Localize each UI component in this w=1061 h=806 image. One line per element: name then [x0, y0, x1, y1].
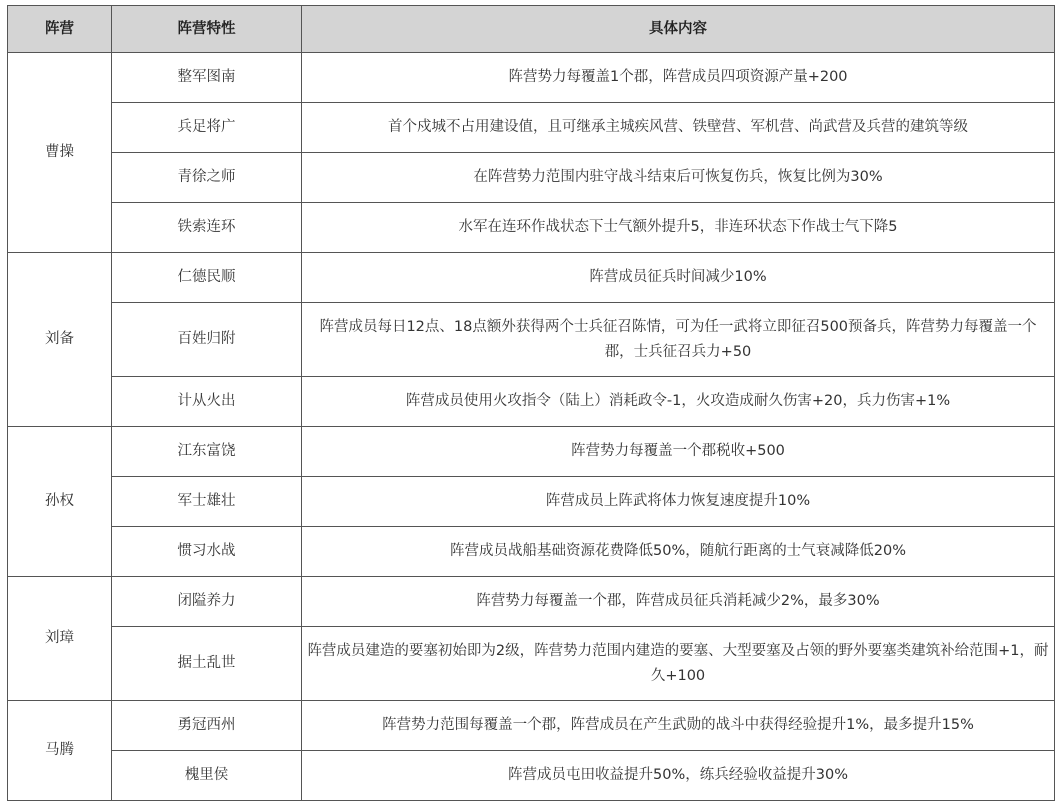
trait-name: 槐里侯: [112, 751, 302, 801]
trait-name: 勇冠西州: [112, 701, 302, 751]
trait-name: 闭隘养力: [112, 577, 302, 627]
faction-name: 曹操: [8, 53, 112, 253]
trait-content: 水军在连环作战状态下士气额外提升5，非连环状态下作战士气下降5: [302, 203, 1055, 253]
faction-name: 刘备: [8, 253, 112, 427]
table-row: [8, 103, 1055, 153]
trait-name: 军士雄壮: [112, 477, 302, 527]
table-row: [8, 477, 1055, 527]
trait-name: 兵足将广: [112, 103, 302, 153]
trait-content: 阵营成员建造的要塞初始即为2级，阵营势力范围内建造的要塞、大型要塞及占领的野外要塞类建筑补给范围+1，耐久+100: [302, 627, 1055, 701]
table-row: [8, 701, 1055, 751]
faction-name: 刘璋: [8, 577, 112, 701]
trait-content: 阵营势力每覆盖一个郡，阵营成员征兵消耗减少2%，最多30%: [302, 577, 1055, 627]
header-trait: 阵营特性: [112, 6, 302, 53]
trait-content: 在阵营势力范围内驻守战斗结束后可恢复伤兵，恢复比例为30%: [302, 153, 1055, 203]
table-header: [8, 6, 1055, 53]
trait-name: 仁德民顺: [112, 253, 302, 303]
trait-content: 阵营成员使用火攻指令（陆上）消耗政令-1，火攻造成耐久伤害+20，兵力伤害+1%: [302, 377, 1055, 427]
faction-name: 孙权: [8, 427, 112, 577]
table-row: [8, 427, 1055, 477]
trait-name: 据土乱世: [112, 627, 302, 701]
trait-name: 整军图南: [112, 53, 302, 103]
header-content: 具体内容: [302, 6, 1055, 53]
trait-content: 首个戍城不占用建设值，且可继承主城疾风营、铁壁营、军机营、尚武营及兵营的建筑等级: [302, 103, 1055, 153]
trait-name: 青徐之师: [112, 153, 302, 203]
trait-content: 阵营势力每覆盖一个郡税收+500: [302, 427, 1055, 477]
trait-name: 铁索连环: [112, 203, 302, 253]
table-row: [8, 153, 1055, 203]
table-row: [8, 627, 1055, 701]
trait-content: 阵营势力范围每覆盖一个郡，阵营成员在产生武勋的战斗中获得经验提升1%，最多提升15%: [302, 701, 1055, 751]
table-row: [8, 527, 1055, 577]
header-row: [8, 6, 1055, 53]
table-body: [8, 53, 1055, 801]
faction-name: 马腾: [8, 701, 112, 801]
trait-name: 百姓归附: [112, 303, 302, 377]
trait-name: 江东富饶: [112, 427, 302, 477]
table-row: [8, 203, 1055, 253]
table-row: [8, 303, 1055, 377]
trait-content: 阵营成员上阵武将体力恢复速度提升10%: [302, 477, 1055, 527]
trait-content: 阵营势力每覆盖1个郡，阵营成员四项资源产量+200: [302, 53, 1055, 103]
trait-content: 阵营成员每日12点、18点额外获得两个士兵征召陈情，可为任一武将立即征召500预备兵，阵营势力每覆盖一个郡，士兵征召兵力+50: [302, 303, 1055, 377]
table-row: [8, 253, 1055, 303]
table-row: [8, 751, 1055, 801]
trait-name: 计从火出: [112, 377, 302, 427]
header-faction: 阵营: [8, 6, 112, 53]
trait-content: 阵营成员战船基础资源花费降低50%，随航行距离的士气衰减降低20%: [302, 527, 1055, 577]
trait-content: 阵营成员征兵时间减少10%: [302, 253, 1055, 303]
table-row: [8, 577, 1055, 627]
trait-content: 阵营成员屯田收益提升50%，练兵经验收益提升30%: [302, 751, 1055, 801]
trait-name: 惯习水战: [112, 527, 302, 577]
table-row: [8, 53, 1055, 103]
faction-traits-table: [7, 5, 1055, 801]
table-row: [8, 377, 1055, 427]
